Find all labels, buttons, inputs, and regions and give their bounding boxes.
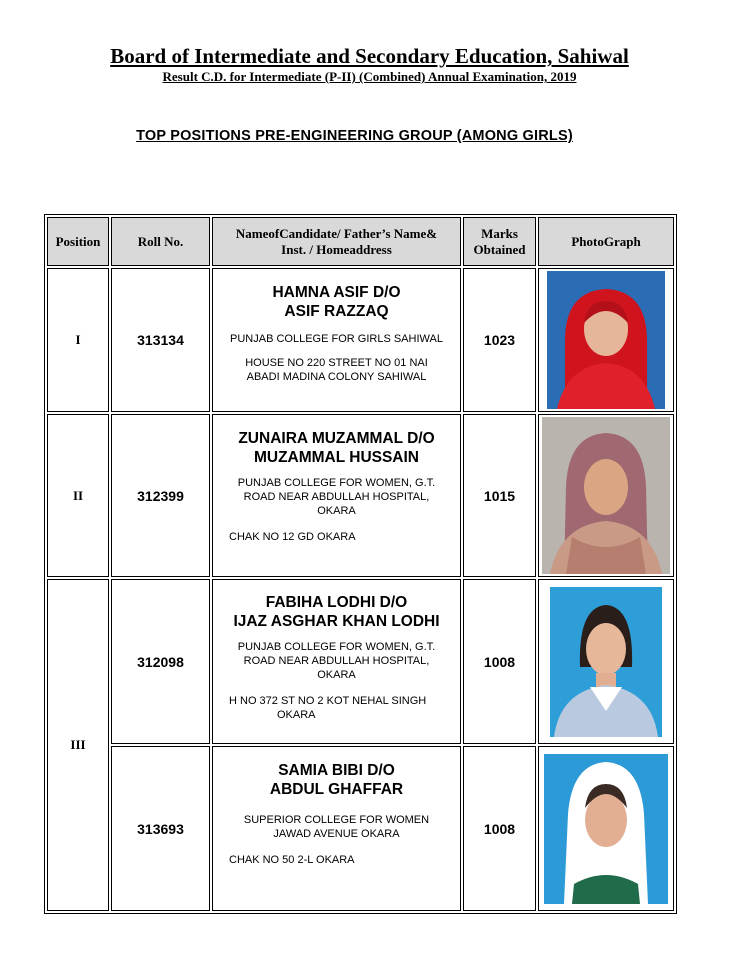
roll-cell: [111, 414, 210, 577]
position-label: II: [72, 487, 84, 503]
header-photo: [538, 217, 674, 266]
candidate-name: ZUNAIRA MUZAMMAL D/O: [238, 430, 435, 447]
institution: [238, 640, 435, 682]
header-position: [47, 217, 109, 266]
candidate-cell: [212, 746, 461, 911]
position-cell: [47, 414, 109, 577]
institution-line: OKARA: [317, 505, 356, 517]
marks-cell: [463, 414, 536, 577]
address-line: CHAK NO 50 2-L OKARA: [229, 854, 355, 866]
institution: [230, 332, 443, 346]
header-marks: [463, 217, 536, 266]
address-line: CHAK NO 12 GD OKARA: [229, 531, 356, 543]
candidate-cell: [212, 579, 461, 744]
marks-value: 1008: [483, 820, 516, 837]
institution: [244, 813, 429, 841]
marks-cell: [463, 268, 536, 412]
home-address: [213, 853, 355, 867]
address-line: HOUSE NO 220 STREET NO 01 NAI: [245, 357, 428, 369]
marks-cell: [463, 579, 536, 744]
home-address: [213, 694, 426, 722]
marks-value: 1008: [483, 653, 516, 670]
institution: [238, 476, 435, 518]
father-name: MUZAMMAL HUSSAIN: [253, 449, 420, 466]
candidate-cell: [212, 414, 461, 577]
header-roll: [111, 217, 210, 266]
institution-line: JAWAD AVENUE OKARA: [273, 828, 400, 840]
photo-cell: [538, 414, 674, 577]
marks-value: 1015: [483, 487, 516, 504]
roll-cell: [111, 268, 210, 412]
candidate-cell: [212, 268, 461, 412]
marks-value: 1023: [483, 332, 516, 348]
roll-number: 313134: [137, 332, 184, 348]
roll-number: 313693: [137, 820, 184, 837]
roll-number: 312399: [137, 487, 184, 504]
candidate-name: SAMIA BIBI D/O: [278, 762, 395, 779]
institution-line: PUNJAB COLLEGE FOR WOMEN, G.T.: [237, 641, 436, 653]
institution-line: OKARA: [317, 669, 356, 681]
candidate-photo: [550, 587, 662, 737]
institution-line: ROAD NEAR ABDULLAH HOSPITAL,: [243, 655, 430, 667]
home-address: [245, 356, 428, 384]
header-position-label: Position: [55, 233, 101, 249]
home-address: [213, 530, 356, 544]
position-cell: [47, 268, 109, 412]
header-candidate-label-1: NameofCandidate/ Father’s Name&: [235, 225, 438, 241]
marks-cell: [463, 746, 536, 911]
section-title: TOP POSITIONS PRE-ENGINEERING GROUP (AMONG GIRLS): [136, 128, 573, 144]
photo-cell: [538, 579, 674, 744]
candidate-name: HAMNA ASIF D/O: [272, 284, 401, 301]
header-marks-label-1: Marks: [481, 225, 518, 241]
board-title: Board of Intermediate and Secondary Education, Sahiwal: [110, 44, 629, 68]
address-line: OKARA: [277, 709, 316, 721]
address-line: ABADI MADINA COLONY SAHIWAL: [246, 371, 427, 383]
institution-line: SUPERIOR COLLEGE FOR WOMEN: [243, 814, 430, 826]
header-candidate-label-2: Inst. / Homeaddress: [281, 241, 392, 257]
father-name: ASIF RAZZAQ: [284, 303, 389, 320]
candidate-name: FABIHA LODHI D/O: [265, 594, 408, 611]
header-marks-label-2: Obtained: [473, 241, 526, 257]
header-roll-label: Roll No.: [137, 233, 184, 249]
roll-cell: [111, 746, 210, 911]
institution-line: PUNJAB COLLEGE FOR GIRLS SAHIWAL: [230, 333, 443, 345]
result-subtitle: Result C.D. for Intermediate (P-II) (Combined) Annual Examination, 2019: [162, 69, 577, 84]
photo-cell: [538, 746, 674, 911]
candidate-photo: [542, 417, 670, 574]
address-line: H NO 372 ST NO 2 KOT NEHAL SINGH: [229, 695, 427, 707]
father-name: IJAZ ASGHAR KHAN LODHI: [233, 613, 440, 630]
institution-line: PUNJAB COLLEGE FOR WOMEN, G.T.: [237, 477, 436, 489]
header-candidate: [212, 217, 461, 266]
position-label: III: [70, 737, 86, 752]
position-label: I: [75, 332, 81, 347]
institution-line: ROAD NEAR ABDULLAH HOSPITAL,: [243, 491, 430, 503]
photo-cell: [538, 268, 674, 412]
candidate-photo: [547, 271, 665, 409]
position-cell: [47, 579, 109, 911]
roll-cell: [111, 579, 210, 744]
header-photo-label: PhotoGraph: [571, 233, 641, 249]
father-name: ABDUL GHAFFAR: [269, 781, 404, 798]
roll-number: 312098: [137, 653, 184, 670]
candidate-photo: [544, 754, 668, 904]
